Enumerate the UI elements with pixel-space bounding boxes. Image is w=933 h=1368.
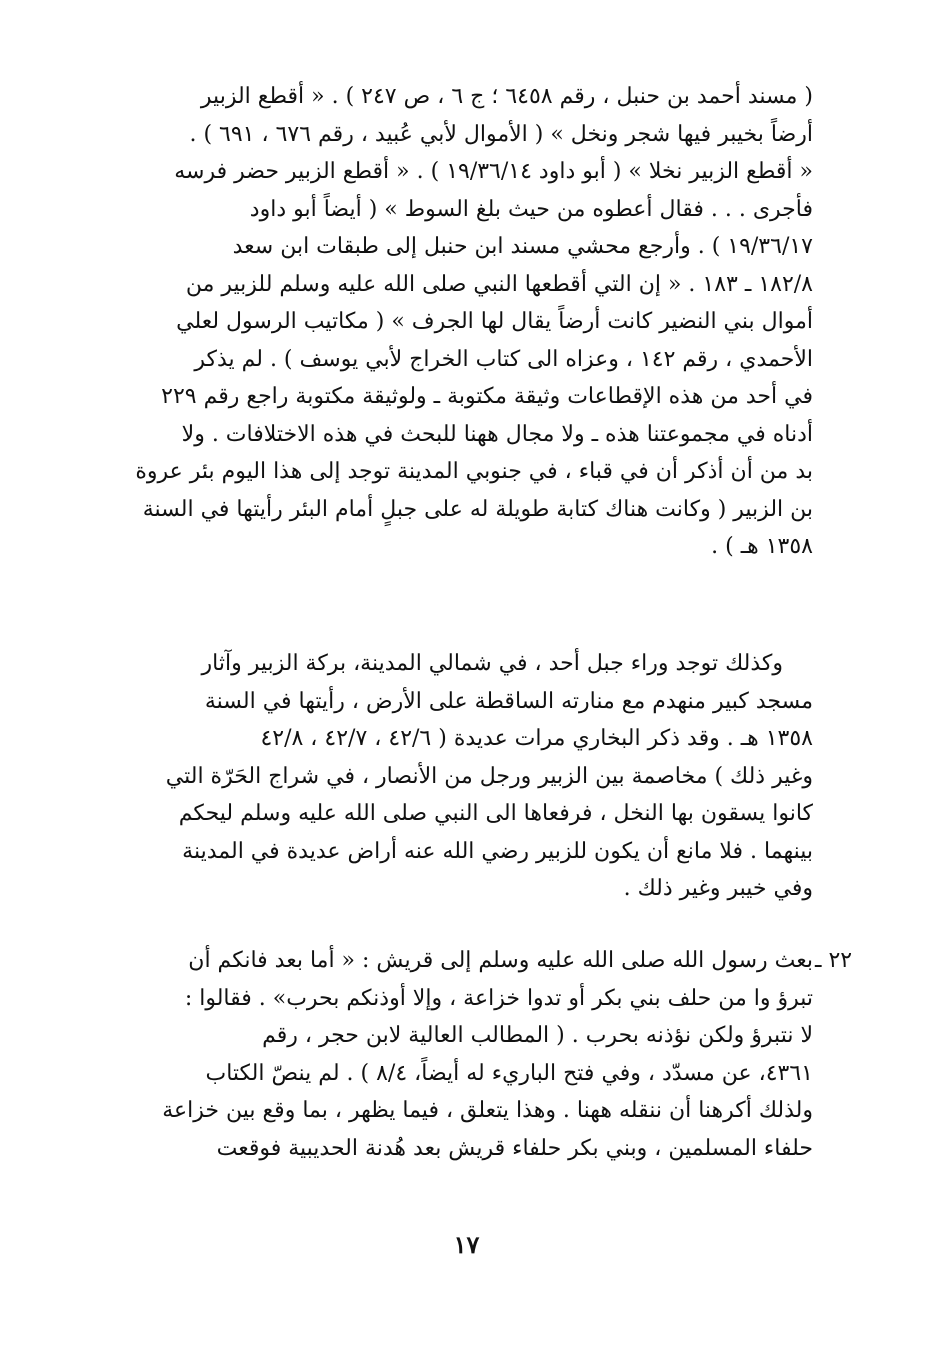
text-line: في أحد من هذه الإقطاعات وثيقة مكتوبة ـ ولوثيقة مكتوبة راجع رقم ٢٢٩ — [161, 384, 813, 409]
text-line: ( مسند أحمد بن حنبل ، رقم ٦٤٥٨ ؛ ج ٦ ، ص ٢٤٧ ) . « أقطع الزبير — [200, 84, 813, 109]
text-line: بينهما . فلا مانع أن يكون للزبير رضي الله عنه أراض عديدة في المدينة — [182, 838, 813, 864]
text-line: مسجد كبير منهدم مع منارته الساقطة على الأرض ، رأيتها في السنة — [204, 688, 813, 714]
text-line: حلفاء المسلمين ، وبني بكر حلفاء قريش بعد هُدنة الحديبية فوقعت — [216, 1135, 813, 1161]
text-line: بن الزبير ( وكانت هناك كتابة طويلة له على جبلٍ أمام البئر رأيتها في السنة — [142, 496, 813, 522]
text-line: أدناه في مجموعتنا هذه ـ ولا مجال ههنا للبحث في هذه الاختلافات . ولا — [181, 421, 813, 447]
footnote-continuation — [100, 78, 813, 566]
text-line: « أقطع الزبير نخلا » ( أبو داود ١٩/٣٦/١٤ ) . « أقطع الزبير حضر فرسه — [174, 159, 813, 184]
text-line: بد من أن أذكر أن في قباء ، في جنوبي المدينة توجد إلى هذا اليوم بئر عروة — [135, 459, 813, 484]
item-number: ٢٢ ـ — [815, 948, 853, 973]
text-line: أموال بني النضير كانت أرضاً يقال لها الجرف » ( مكاتيب الرسول لعلي — [176, 309, 813, 334]
text-line: ١٣٥٨ هـ . وقد ذكر البخاري مرات عديدة ( ٤٢/٦ ، ٤٢/٧ ، ٤٢/٨ — [260, 726, 813, 751]
text-line: لا نتبرؤ ولكن نؤذنه بحرب . ( المطالب العالية لابن حجر ، رقم — [262, 1023, 813, 1048]
numbered-item — [100, 942, 813, 1167]
page-number: ١٧ — [453, 1230, 480, 1259]
text-line: بعث رسول الله صلى الله عليه وسلم إلى قريش : « أما بعد فانكم أن — [188, 948, 813, 973]
text-line: كانوا يسقون بها النخل ، فرفعاها الى النبي صلى الله عليه وسلم ليحكم — [178, 801, 813, 826]
body-paragraph — [100, 645, 813, 908]
text-line: وغير ذلك ) مخاصمة بين الزبير ورجل من الأنصار ، في شراج الحَرّة التي — [165, 763, 813, 789]
text-line: وكذلك توجد وراء جبل أحد ، في شمالي المدينة، بركة الزبير وآثار — [201, 651, 783, 676]
text-line: الأحمدي ، رقم ١٤٢ ، وعزاه الى كتاب الخراج لأبي يوسف ) . لم يذكر — [194, 346, 813, 372]
text-line: ١٨٢/٨ ـ ١٨٣ . « إن التي أقطعها النبي صلى الله عليه وسلم للزبير من — [185, 271, 813, 297]
text-line: تبرؤ وا من حلف بني بكر أو تدوا خزاعة ، وإلا أوذنكم بحرب» . فقالوا : — [184, 985, 813, 1011]
text-line: ١٩/٣٦/١٧ ) . وأرجع محشي مسند ابن حنبل إلى طبقات ابن سعد — [232, 234, 813, 259]
text-line: ١٣٥٨ هـ ) . — [711, 534, 813, 559]
text-line: ولذلك أكرهنا أن ننقله ههنا . وهذا يتعلق ، فيما يظهر ، بما وقع بين خزاعة — [162, 1098, 813, 1123]
text-line: وفي خيبر وغير ذلك . — [623, 876, 813, 901]
text-line: فأجرى . . . فقال أعطوه من حيث بلغ السوط » ( أيضاً أبو داود — [249, 196, 813, 222]
text-line: أرضاً بخيبر فيها شجر ونخل » ( الأموال لأبي عُبيد ، رقم ٦٧٦ ، ٦٩١ ) . — [189, 121, 813, 147]
text-line: ٤٣٦١، عن مسدّد ، وفي فتح الباريء له أيضاً، ٨/٤ ) . لم ينصّ الكتاب — [205, 1060, 813, 1086]
